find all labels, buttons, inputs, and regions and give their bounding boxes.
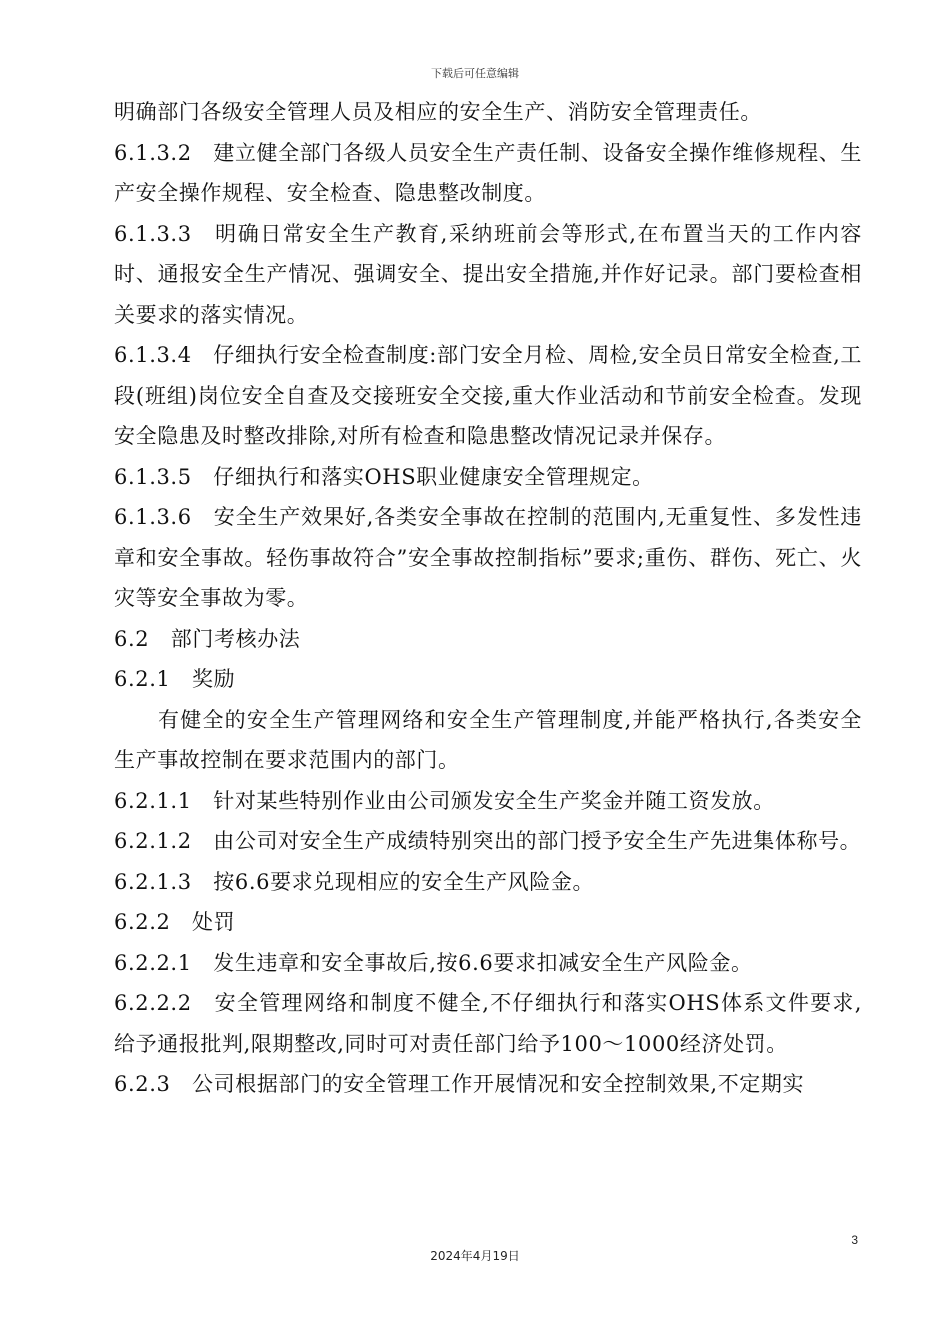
paragraph: 6.2.2.1 发生违章和安全事故后,按6.6要求扣减安全生产风险金。	[114, 950, 753, 975]
paragraph: 6.2.1.3 按6.6要求兑现相应的安全生产风险金。	[114, 869, 595, 894]
document-body	[114, 92, 862, 1105]
paragraph: 6.1.3.6 安全生产效果好,各类安全事故在控制的范围内,无重复性、多发性违章和安全事故。轻伤事故符合”安全事故控制指标”要求;重伤、群伤、死亡、火灾等安全事故为零。	[114, 505, 862, 610]
page-header: 下载后可任意编辑	[431, 67, 519, 80]
paragraph: 6.1.3.3 明确日常安全生产教育,采纳班前会等形式,在布置当天的工作内容时、通报安全生产情况、强调安全、提出安全措施,并作好记录。部门要检查相关要求的落实情况。	[114, 221, 862, 327]
paragraph: 有健全的安全生产管理网络和安全生产管理制度,并能严格执行,各类安全生产事故控制在要求范围内的部门。	[114, 707, 862, 772]
subsection-heading: 6.2.2 处罚	[114, 910, 236, 934]
paragraph: 6.2.3 公司根据部门的安全管理工作开展情况和安全控制效果,不定期实	[114, 1072, 805, 1096]
subsection-heading: 6.2.1 奖励	[114, 667, 236, 691]
paragraph: 6.1.3.5 仔细执行和落实OHS职业健康安全管理规定。	[114, 464, 654, 489]
page-number: 3	[851, 1233, 858, 1247]
paragraph: 6.1.3.2 建立健全部门各级人员安全生产责任制、设备安全操作维修规程、生产安全操作规程、安全检查、隐患整改制度。	[114, 140, 862, 205]
footer-date: 2024年4月19日	[430, 1249, 520, 1263]
paragraph: 6.1.3.4 仔细执行安全检查制度:部门安全月检、周检,安全员日常安全检查,工段(班组)岗位安全自查及交接班安全交接,重大作业活动和节前安全检查。发现安全隐患及时整改排除,对所有检查和隐患整改情况记录并保存。	[114, 343, 862, 448]
paragraph: 6.2.2.2 安全管理网络和制度不健全,不仔细执行和落实OHS体系文件要求,给予通报批判,限期整改,同时可对责任部门给予100～1000经济处罚。	[114, 991, 862, 1056]
paragraph: 6.2.1.1 针对某些特别作业由公司颁发安全生产奖金并随工资发放。	[114, 788, 775, 813]
paragraph: 6.2.1.2 由公司对安全生产成绩特别突出的部门授予安全生产先进集体称号。	[114, 829, 862, 853]
paragraph: 明确部门各级安全管理人员及相应的安全生产、消防安全管理责任。	[114, 100, 762, 124]
section-heading: 6.2 部门考核办法	[114, 626, 301, 651]
